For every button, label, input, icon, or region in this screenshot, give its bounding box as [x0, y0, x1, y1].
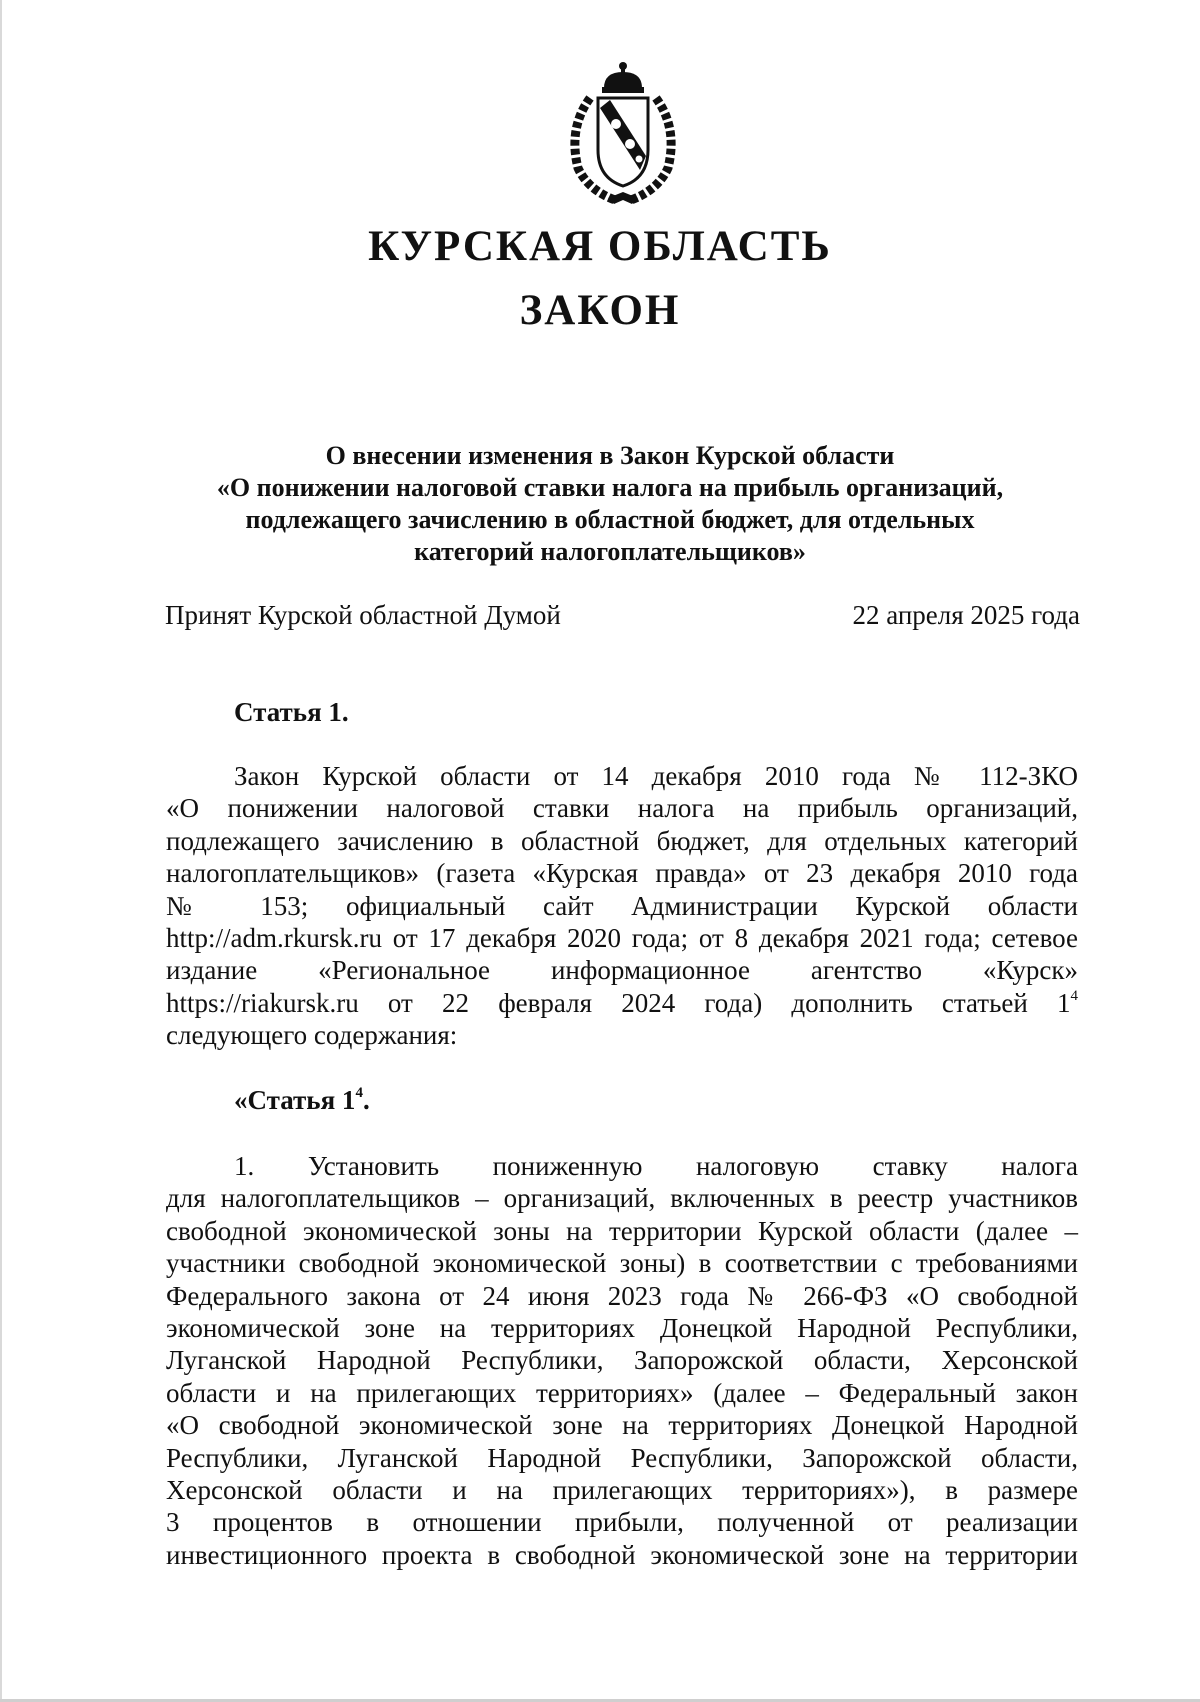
- superscript: 4: [355, 1085, 363, 1101]
- superscript: 4: [1070, 987, 1078, 1004]
- adoption-date: 22 апреля 2025 года: [852, 600, 1080, 630]
- document-type-heading: ЗАКОН: [519, 287, 681, 334]
- adoption-line: [165, 600, 1080, 631]
- text-line: Закон Курской области от 14 декабря 2010 года № 112-ЗКО: [234, 761, 1078, 791]
- article-1-4-heading: [234, 1085, 370, 1116]
- title-line: О внесении изменения в Закон Курской области: [325, 441, 895, 470]
- text-line-content: https://riakursk.ru от 22 февраля 2024 года) дополнить статьей 1: [166, 987, 1071, 1018]
- text-line: Федерального закона от 24 июня 2023 года № 266-ФЗ «О свободной: [166, 1280, 1078, 1311]
- article-1-4-text: [166, 1150, 1078, 1571]
- text-line: «О понижении налоговой ставки налога на прибыль организаций,: [166, 793, 1078, 824]
- text-line: налогоплательщиков» (газета «Курская правда» от 23 декабря 2010 года: [166, 858, 1078, 889]
- text-line: «О свободной экономической зоне на территориях Донецкой Народной: [166, 1410, 1078, 1441]
- title-line: категорий налогоплательщиков»: [414, 537, 806, 566]
- text-line: инвестиционного проекта в свободной экономической зоне на территории: [166, 1539, 1078, 1570]
- text-line: Республики, Луганской Народной Республики, Запорожской области,: [166, 1442, 1078, 1473]
- text-line: следующего содержания:: [166, 1020, 458, 1051]
- text-line: области и на прилегающих территориях» (далее – Федеральный закон: [166, 1377, 1078, 1408]
- text-line: [166, 987, 1078, 1019]
- text-line: № 153; официальный сайт Администрации Курской области: [166, 890, 1078, 921]
- region-heading: КУРСКАЯ ОБЛАСТЬ: [368, 223, 832, 270]
- kursk-coat-of-arms-icon: [560, 58, 686, 206]
- text-line: подлежащего зачислению в областной бюджет, для отдельных категорий: [166, 825, 1078, 856]
- text-line: для налогоплательщиков – организаций, включенных в реестр участников: [166, 1183, 1078, 1214]
- text-line: Херсонской области и на прилегающих территориях»), в размере: [166, 1474, 1078, 1505]
- text-line: экономической зоне на территориях Донецкой Народной Республики,: [166, 1312, 1078, 1343]
- article-1-heading: Статья 1.: [234, 697, 349, 727]
- text-line: издание «Региональное информационное агентство «Курск»: [166, 955, 1078, 986]
- article-1-text: [166, 760, 1078, 1052]
- law-title: [150, 440, 1070, 568]
- article-heading-dot: .: [362, 1085, 370, 1115]
- title-line: подлежащего зачислению в областной бюджет, для отдельных: [245, 505, 975, 534]
- text-line: участники свободной экономической зоны) в соответствии с требованиями: [166, 1248, 1078, 1279]
- adopted-by: Принят Курской областной Думой: [165, 600, 561, 630]
- article-heading-text: «Статья 1: [234, 1085, 356, 1115]
- text-line: свободной экономической зоны на территории Курской области (далее –: [166, 1215, 1078, 1246]
- text-line: 1. Установить пониженную налоговую ставку налога: [234, 1151, 1078, 1181]
- title-line: «О понижении налоговой ставки налога на прибыль организаций,: [216, 473, 1004, 502]
- text-line: http://adm.rkursk.ru от 17 декабря 2020 года; от 8 декабря 2021 года; сетевое: [166, 922, 1078, 953]
- text-line: Луганской Народной Республики, Запорожской области, Херсонской: [166, 1345, 1078, 1376]
- text-line: 3 процентов в отношении прибыли, полученной от реализации: [166, 1507, 1078, 1538]
